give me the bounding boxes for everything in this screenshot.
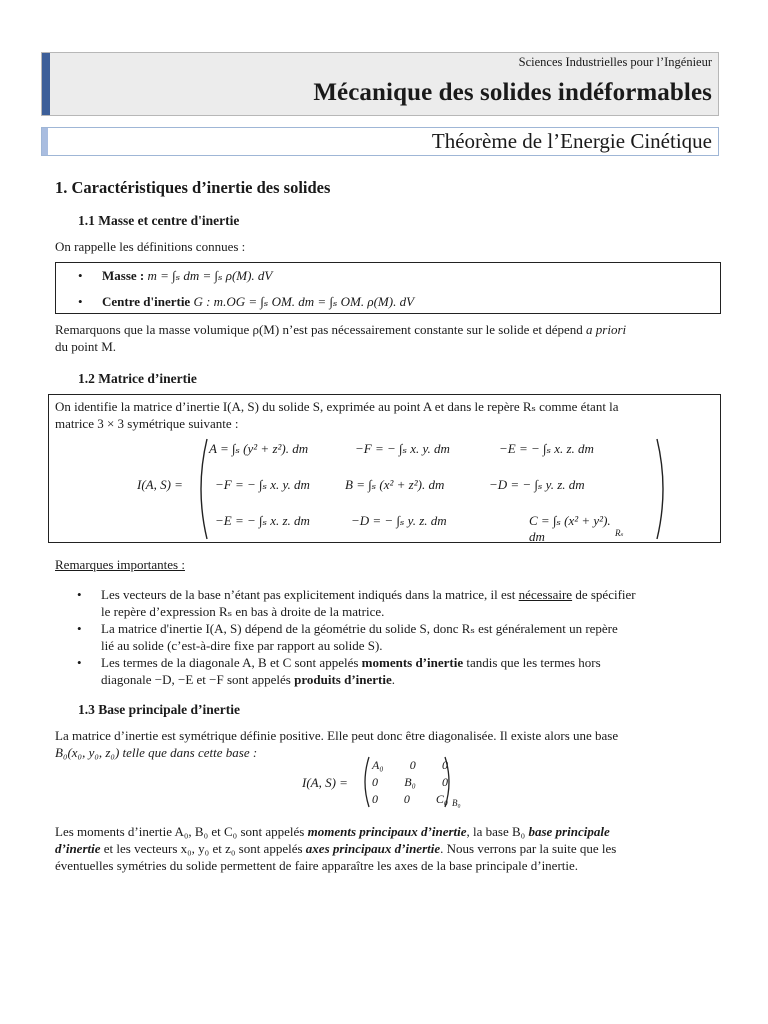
p2-line2-a: et les vecteurs x₀, y₀ et z₀ sont appelés — [103, 841, 303, 856]
diag-m13: 0 — [441, 758, 448, 772]
matrix-r1c2: −F = − ∫ₛ x. y. dm — [355, 441, 450, 456]
diag-m11: A₀ — [372, 758, 384, 772]
matrix-r2c3: −D = − ∫ₛ y. z. dm — [489, 477, 585, 492]
remarks-list — [55, 586, 713, 688]
box-line-1: On identifie la matrice d’inertie I(A, S) du solide S, exprimée au point A et dans le repère Rₛ comme étant la — [55, 399, 619, 414]
remark-1-line2: le repère d’expression Rₛ en bas à droite de la matrice. — [101, 604, 385, 619]
mass-label: Masse : — [102, 268, 145, 283]
density-remark-apriori: a priori — [586, 322, 627, 337]
inertia-matrix-intro — [55, 398, 715, 432]
section-1-2-heading: 1.2 Matrice d’inertie — [78, 371, 197, 386]
remark-1 — [55, 586, 713, 620]
remarks-heading: Remarques importantes : — [55, 557, 185, 572]
diag-matrix-lhs: I(A, S) = — [302, 775, 348, 790]
remark-1-text: Les vecteurs de la base n’étant pas explicitement indiqués dans la matrice, il est — [101, 587, 516, 602]
p2-line2-b: . Nous verrons par la suite que les — [440, 841, 617, 856]
chapter-title: Théorème de l’Energie Cinétique — [431, 129, 712, 153]
cog-formula: G : m.OG = ∫ₛ OM. dm = ∫ₛ OM. ρ(M). dV — [193, 294, 415, 309]
p2-base-principale: base principale — [528, 824, 610, 839]
diag-basis-sub: B₀ — [452, 798, 461, 808]
mass-formula: m = ∫ₛ dm = ∫ₛ ρ(M). dV — [147, 268, 273, 283]
remark-3-text: Les termes de la diagonale A, B et C sont appelés — [101, 655, 359, 670]
matrix-r1c3: −E = − ∫ₛ x. z. dm — [499, 441, 594, 456]
chapter-header — [41, 127, 719, 156]
cog-label: Centre d'inertie — [102, 294, 191, 309]
course-title: Mécanique des solides indéformables — [313, 79, 712, 106]
section-1-3-heading: 1.3 Base principale d’inertie — [78, 702, 240, 717]
diag-m22: B₀ — [404, 775, 416, 789]
inertia-matrix-box — [48, 394, 721, 543]
p2-text-a: Les moments d’inertie A₀, B₀ et C₀ sont appelés — [55, 824, 305, 839]
remark-1-necessaire: nécessaire — [518, 587, 573, 602]
cog-definition — [56, 291, 720, 313]
remark-3-text-b: tandis que les termes hors — [466, 655, 601, 670]
diag-m21: 0 — [372, 775, 378, 789]
diag-m33: C₀ — [435, 792, 448, 806]
box-line-2: matrice 3 × 3 symétrique suivante : — [55, 416, 239, 431]
p2-text-b: , la base B₀ — [466, 824, 526, 839]
p2-moments-principaux: moments principaux d’inertie — [307, 824, 467, 839]
matrix-r2c1: −F = − ∫ₛ x. y. dm — [215, 477, 310, 492]
matrix-r2c2: B = ∫ₛ (x² + z²). dm — [345, 477, 445, 492]
density-remark — [55, 321, 721, 355]
density-remark-line1: Remarquons que la masse volumique ρ(M) n’est pas nécessairement constante sur le solide et dépend — [55, 322, 583, 337]
principal-moments-paragraph — [55, 823, 713, 874]
remark-3-line2: diagonale −D, −E et −F sont appelés — [101, 672, 291, 687]
section-1-heading: 1. Caractéristiques d’inertie des solides — [55, 178, 331, 197]
principal-intro-line1: La matrice d’inertie est symétrique définie positive. Elle peut donc être diagonalisée. Il existe alors une base — [55, 728, 619, 743]
remark-2 — [55, 620, 713, 654]
chapter-accent-bar — [42, 128, 48, 155]
definitions-box — [55, 262, 721, 314]
remark-3-period: . — [391, 672, 396, 687]
diag-m12: 0 — [409, 758, 416, 772]
intro-text: On rappelle les définitions connues : — [55, 239, 246, 254]
diag-m32: 0 — [403, 792, 410, 806]
remark-3-produits: produits d’inertie — [294, 672, 392, 687]
matrix-r3c2: −D = − ∫ₛ y. z. dm — [351, 513, 447, 528]
document-header — [41, 52, 719, 116]
subject-label: Sciences Industrielles pour l’Ingénieur — [518, 55, 712, 69]
diag-m23: 0 — [441, 775, 448, 789]
density-remark-line2: du point M. — [55, 339, 117, 354]
matrix-r1c1: A = ∫ₛ (y² + z²). dm — [209, 441, 309, 456]
matrix-basis-sub: Rₛ — [615, 528, 624, 538]
diag-m31: 0 — [372, 792, 378, 806]
p2-axes-principaux: axes principaux d’inertie — [305, 841, 441, 856]
matrix-lhs: I(A, S) = — [137, 477, 183, 492]
remark-1-end: de spécifier — [575, 587, 636, 602]
diag-matrix-grid — [372, 757, 448, 808]
matrix-r3c3: C = ∫ₛ (x² + y²). dm — [529, 513, 611, 544]
remark-3 — [55, 654, 713, 688]
remark-2-line2: lié au solide (c’est-à-dire fixe par rapport au solide S). — [101, 638, 383, 653]
matrix-r3c1: −E = − ∫ₛ x. z. dm — [215, 513, 310, 528]
p2-dinertie: d’inertie — [55, 841, 101, 856]
remark-3-moments: moments d’inertie — [361, 655, 464, 670]
principal-intro-line2: B₀(x₀, y₀, z₀) telle que dans cette base : — [55, 745, 258, 760]
section-1-1-heading: 1.1 Masse et centre d'inertie — [78, 213, 240, 228]
remark-2-text: La matrice d'inertie I(A, S) dépend de la géométrie du solide S, donc Rₛ est généralement un repère — [101, 621, 618, 636]
header-accent-bar — [42, 53, 50, 115]
mass-definition — [56, 265, 720, 287]
p2-line3: éventuelles symétries du solide permettent de faire apparaître les axes de la base principale d’inertie. — [55, 858, 579, 873]
